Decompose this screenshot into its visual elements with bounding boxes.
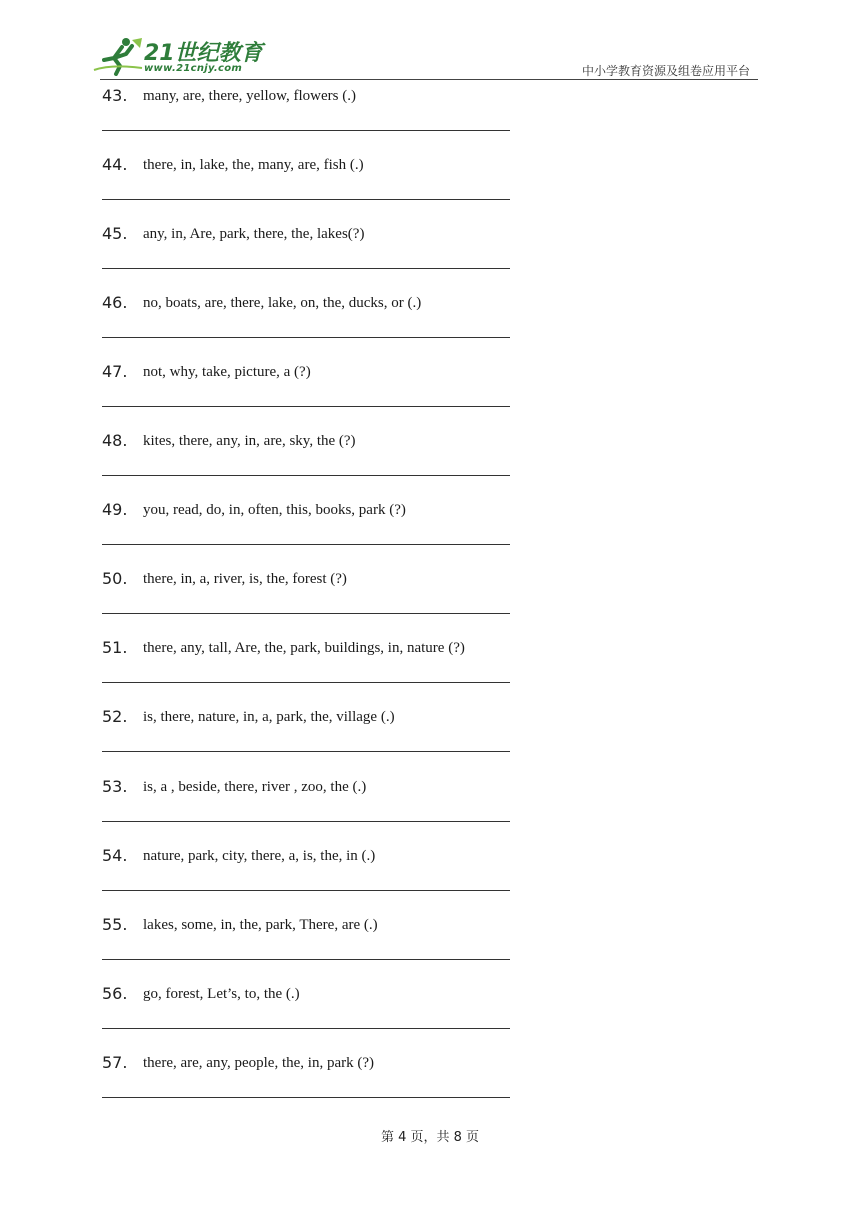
question-number: 44. [102,155,128,174]
question-text: you, read, do, in, often, this, books, park (?) [143,502,406,518]
question-number: 51. [102,638,128,657]
logo-text: 21世纪教育 [144,41,263,66]
answer-line[interactable] [102,475,510,476]
question-number: 47. [102,362,128,381]
question-text: no, boats, are, there, lake, on, the, ducks, or (.) [143,295,422,311]
answer-line[interactable] [102,268,510,269]
question-item [102,638,602,698]
question-item [102,293,602,353]
page-number: 第 4 页，共 8 页 [380,1130,480,1145]
question-item [102,569,602,629]
page-header [0,0,860,84]
question-text: is, a , beside, there, river , zoo, the (.) [143,779,367,795]
question-text: lakes, some, in, the, park, There, are (.) [143,917,378,933]
logo [92,36,262,80]
question-number: 45. [102,224,128,243]
question-text: there, any, tall, Are, the, park, buildings, in, nature (?) [143,640,465,656]
question-item [102,984,602,1044]
question-text: go, forest, Let’s, to, the (.) [143,986,300,1002]
question-item [102,846,602,906]
question-item [102,777,602,837]
question-item [102,915,602,975]
answer-line[interactable] [102,199,510,200]
question-item [102,707,602,767]
question-number: 57. [102,1053,128,1072]
answer-line[interactable] [102,821,510,822]
answer-line[interactable] [102,751,510,752]
answer-line[interactable] [102,1028,510,1029]
question-text: kites, there, any, in, are, sky, the (?) [143,433,356,449]
question-text: nature, park, city, there, a, is, the, in (.) [143,848,376,864]
question-item [102,224,602,284]
platform-name: 中小学教育资源及组卷应用平台 [581,64,750,78]
question-text: any, in, Are, park, there, the, lakes(?) [143,226,365,242]
logo-url: www.21cnjy.com [144,63,243,74]
question-text: is, there, nature, in, a, park, the, village (.) [143,709,395,725]
question-number: 48. [102,431,128,450]
question-item [102,362,602,422]
answer-line[interactable] [102,682,510,683]
question-text: there, in, lake, the, many, are, fish (.) [143,157,364,173]
answer-line[interactable] [102,890,510,891]
header-divider [100,79,758,80]
question-number: 53. [102,777,128,796]
question-text: there, are, any, people, the, in, park (?) [143,1055,374,1071]
question-text: there, in, a, river, is, the, forest (?) [143,571,347,587]
question-number: 52. [102,707,128,726]
question-number: 49. [102,500,128,519]
question-number: 55. [102,915,128,934]
question-number: 50. [102,569,128,588]
answer-line[interactable] [102,130,510,131]
question-number: 46. [102,293,128,312]
answer-line[interactable] [102,1097,510,1098]
runner-logo-icon [92,36,144,76]
question-number: 56. [102,984,128,1003]
question-text: not, why, take, picture, a (?) [143,364,311,380]
answer-line[interactable] [102,613,510,614]
question-item [102,431,602,491]
question-number: 43. [102,86,128,105]
answer-line[interactable] [102,544,510,545]
answer-line[interactable] [102,406,510,407]
answer-line[interactable] [102,337,510,338]
question-item [102,155,602,215]
question-item [102,500,602,560]
question-text: many, are, there, yellow, flowers (.) [143,88,356,104]
question-item [102,1053,602,1113]
question-number: 54. [102,846,128,865]
answer-line[interactable] [102,959,510,960]
question-item [102,86,602,146]
